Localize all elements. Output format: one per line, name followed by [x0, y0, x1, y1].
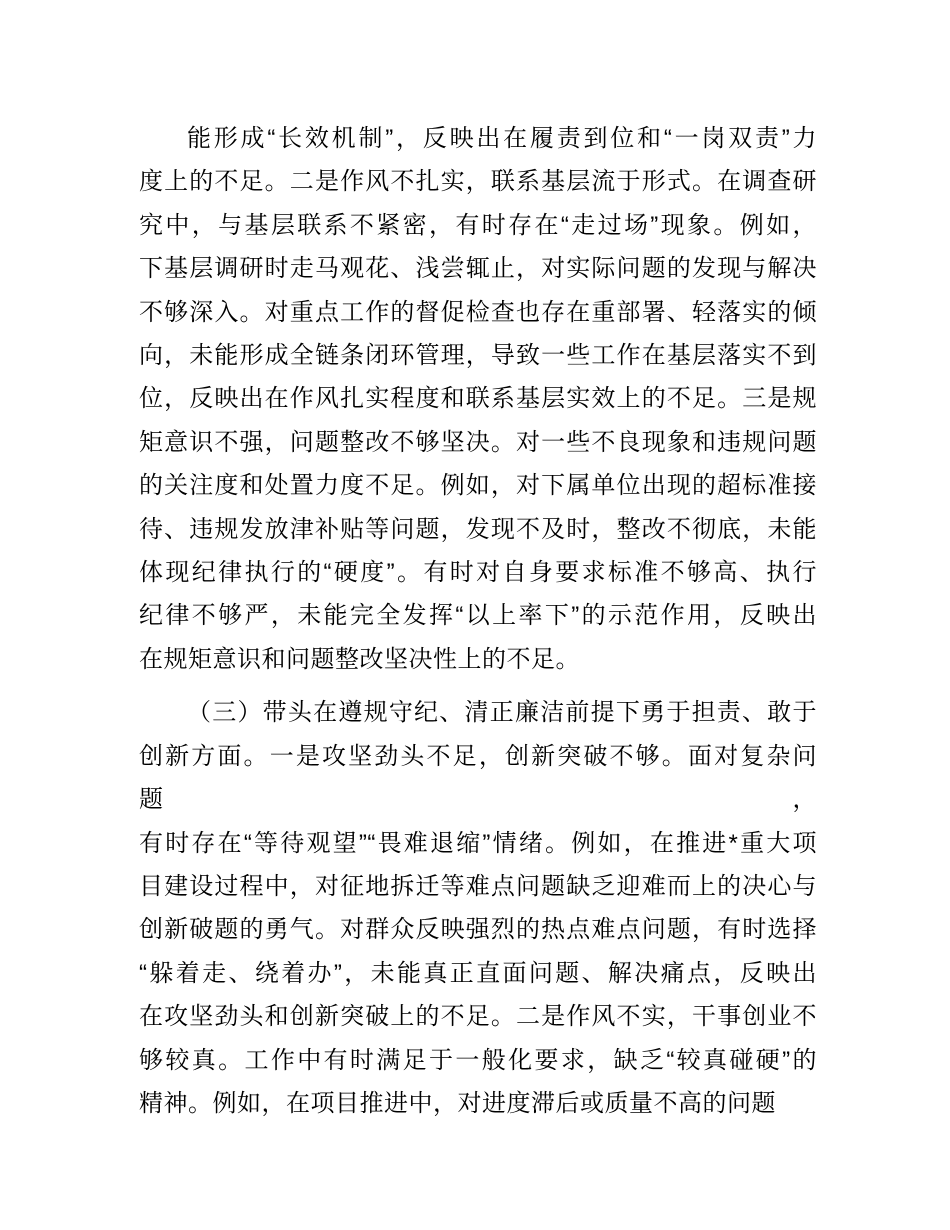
text-line: 在攻坚劲头和创新突破上的不足。二是作风不实，干事创业不 — [139, 1003, 817, 1031]
text-line: 待、违规发放津补贴等问题，发现不及时，整改不彻底，未能 — [139, 515, 817, 543]
text-line: 精神。例如，在项目推进中，对进度滞后或质量不高的问题 — [139, 1089, 776, 1117]
text-line: 在规矩意识和问题整改坚决性上的不足。 — [139, 645, 580, 673]
text-line: 究中，与基层联系不紧密，有时存在“走过场”现象。例如， — [139, 211, 817, 239]
text-line: （三）带头在遵规守纪、清正廉洁前提下勇于担责、敢于 — [187, 699, 817, 727]
text-line: 体现纪律执行的“硬度”。有时对自身要求标准不够高、执行 — [139, 559, 817, 587]
text-line: 能形成“长效机制”，反映出在履责到位和“一岗双责”力 — [187, 125, 817, 152]
text-line: “躲着走、绕着办”，未能真正直面问题、解决痛点，反映出 — [139, 959, 817, 987]
document-text-block — [139, 117, 817, 1125]
text-line: 矩意识不强，问题整改不够坚决。对一些不良现象和违规问题 — [139, 428, 817, 456]
text-line: 够较真。工作中有时满足于一般化要求，缺乏“较真碰硬”的 — [139, 1046, 817, 1074]
text-line: 下基层调研时走马观花、浅尝辄止，对实际问题的发现与解决 — [139, 255, 817, 283]
text-line: 创新破题的勇气。对群众反映强烈的热点难点问题，有时选择 — [139, 916, 817, 944]
text-line: 的关注度和处置力度不足。例如，对下属单位出现的超标准接 — [139, 472, 817, 500]
text-line: 纪律不够严，未能完全发挥“以上率下”的示范作用，反映出 — [139, 602, 817, 630]
paragraph-section-three — [139, 691, 817, 1125]
text-line: 有时存在“等待观望”“畏难退缩”情绪。例如，在推进*重大项 — [139, 829, 817, 857]
text-line: 度上的不足。二是作风不扎实，联系基层流于形式。在调查研 — [139, 168, 817, 196]
text-line: 不够深入。对重点工作的督促检查也存在重部署、轻落实的倾 — [139, 298, 817, 326]
text-line: 向，未能形成全链条闭环管理，导致一些工作在基层落实不到 — [139, 342, 817, 370]
text-line: 创新方面。一是攻坚劲头不足，创新突破不够。面对复杂问题， — [139, 742, 817, 814]
text-line: 目建设过程中，对征地拆迁等难点问题缺乏迎难而上的决心与 — [139, 872, 817, 900]
text-line: 位，反映出在作风扎实程度和联系基层实效上的不足。三是规 — [139, 385, 817, 413]
paragraph-duty-continuation — [139, 117, 817, 681]
